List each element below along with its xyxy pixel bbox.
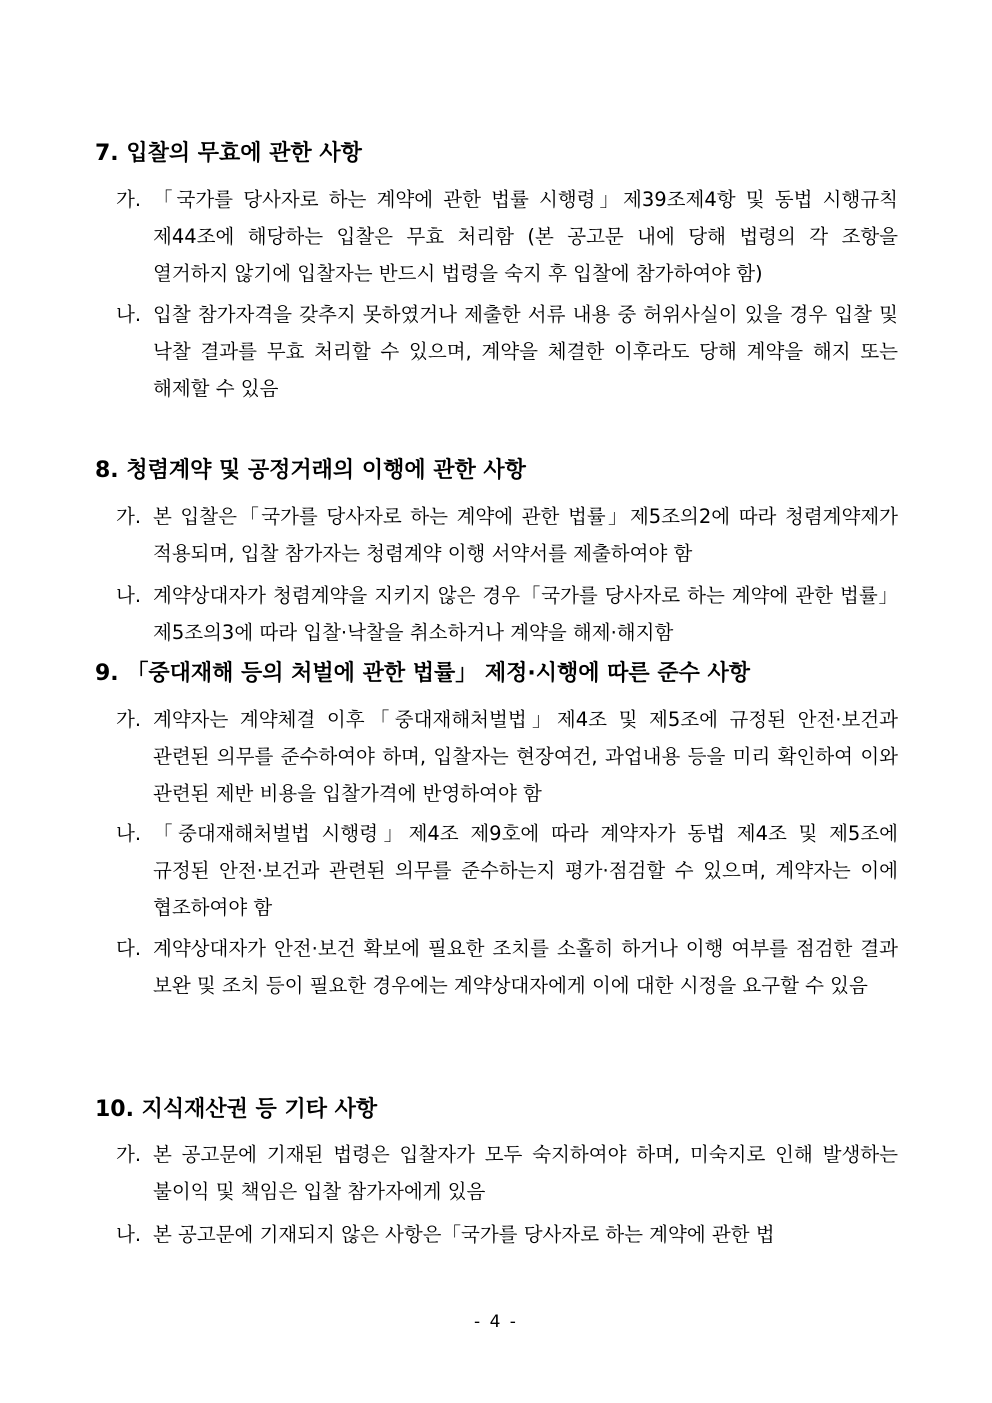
section-9-item-da xyxy=(116,930,898,1004)
section-9-item-na xyxy=(116,815,898,926)
item-marker: 가. xyxy=(116,708,142,731)
page-number: - 4 - xyxy=(474,1312,518,1332)
item-marker: 가. xyxy=(116,505,142,528)
section-9-heading: 9. 「중대재해 등의 처벌에 관한 법률」 제정·시행에 따른 준수 사항 xyxy=(95,661,751,686)
item-text: 계약자는 계약체결 이후「중대재해처벌법」제4조 및 제5조에 규정된 안전·보건과 관련된 의무를 준수하여야 하며, 입찰자는 현장여건, 과업내용 등을 미리 확인하여 이와 관련된 제반 비용을 입찰가격에 반영하여야 함 xyxy=(153,708,898,805)
section-8-item-ga xyxy=(116,498,898,572)
item-text: 계약상대자가 안전·보건 확보에 필요한 조치를 소홀히 하거나 이행 여부를 점검한 결과 보완 및 조치 등이 필요한 경우에는 계약상대자에게 이에 대한 시정을 요구할 수 있음 xyxy=(153,937,898,997)
item-text: 계약상대자가 청렴계약을 지키지 않은 경우「국가를 당사자로 하는 계약에 관한 법률」제5조의3에 따라 입찰·낙찰을 취소하거나 계약을 해제·해지함 xyxy=(153,584,898,644)
item-marker: 나. xyxy=(116,584,142,607)
item-marker: 나. xyxy=(116,1223,142,1246)
item-text: 본 공고문에 기재된 법령은 입찰자가 모두 숙지하여야 하며, 미숙지로 인해 발생하는 불이익 및 책임은 입찰 참가자에게 있음 xyxy=(153,1143,898,1203)
item-text: 「국가를 당사자로 하는 계약에 관한 법률 시행령」제39조제4항 및 동법 시행규칙 제44조에 해당하는 입찰은 무효 처리함 (본 공고문 내에 당해 법령의 각 조항을 열거하지 않기에 입찰자는 반드시 법령을 숙지 후 입찰에 참가하여야 함) xyxy=(153,188,898,285)
section-10-heading: 10. 지식재산권 등 기타 사항 xyxy=(95,1097,378,1122)
item-marker: 나. xyxy=(116,822,142,845)
item-marker: 가. xyxy=(116,188,142,211)
section-8-item-na xyxy=(116,577,898,651)
item-marker: 가. xyxy=(116,1143,142,1166)
section-7-item-ga xyxy=(116,181,898,292)
item-marker: 다. xyxy=(116,937,142,960)
section-7-heading: 7. 입찰의 무효에 관한 사항 xyxy=(95,141,362,166)
item-text: 본 입찰은「국가를 당사자로 하는 계약에 관한 법률」제5조의2에 따라 청렴계약제가 적용되며, 입찰 참가자는 청렴계약 이행 서약서를 제출하여야 함 xyxy=(153,505,898,565)
item-text: 입찰 참가자격을 갖추지 못하였거나 제출한 서류 내용 중 허위사실이 있을 경우 입찰 및 낙찰 결과를 무효 처리할 수 있으며, 계약을 체결한 이후라도 당해 계약을 해지 또는 해제할 수 있음 xyxy=(153,303,898,400)
section-10-item-na xyxy=(116,1216,898,1253)
item-marker: 나. xyxy=(116,303,142,326)
item-text: 본 공고문에 기재되지 않은 사항은「국가를 당사자로 하는 계약에 관한 법 xyxy=(153,1223,775,1246)
section-8-heading: 8. 청렴계약 및 공정거래의 이행에 관한 사항 xyxy=(95,458,526,483)
section-7-item-na xyxy=(116,296,898,407)
section-9-item-ga xyxy=(116,701,898,812)
section-10-item-ga xyxy=(116,1136,898,1210)
item-text: 「중대재해처벌법 시행령」제4조 제9호에 따라 계약자가 동법 제4조 및 제5조에 규정된 안전·보건과 관련된 의무를 준수하는지 평가·점검할 수 있으며, 계약자는 이에 협조하여야 함 xyxy=(153,822,898,919)
